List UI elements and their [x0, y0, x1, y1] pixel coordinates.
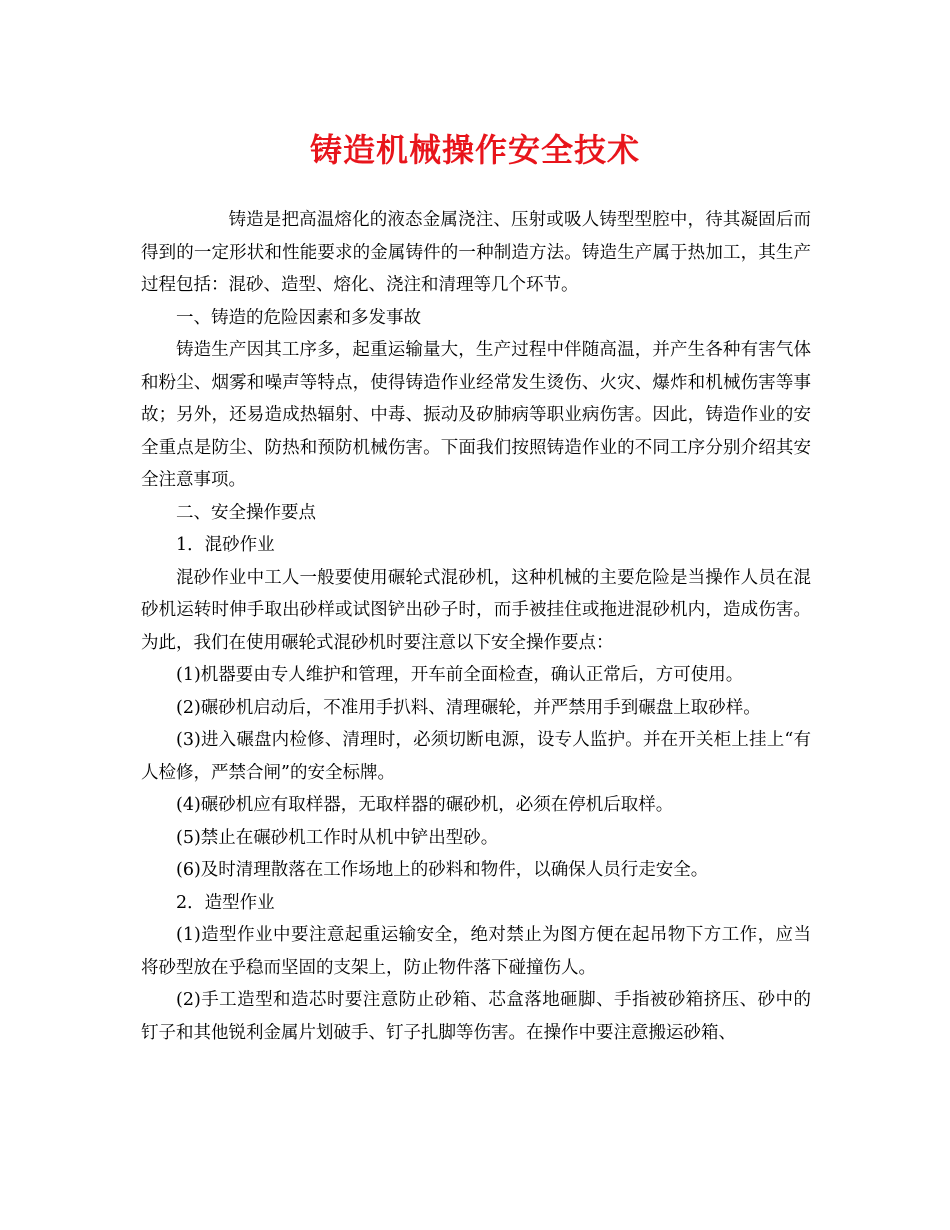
intro-paragraph: 铸造是把高温熔化的液态金属浇注、压射或吸人铸型型腔中，待其凝固后而得到的一定形状和性能要求的金属铸件的一种制造方法。铸造生产属于热加工，其生产过程包括：混砂、造型、熔化、浇注和清理等几个环节。 [141, 210, 811, 295]
hazards-paragraph: 铸造生产因其工序多，起重运输量大，生产过程中伴随高温，并产生各种有害气体和粉尘、烟雾和噪声等特点，使得铸造作业经常发生烫伤、火灾、爆炸和机械伤害等事故；另外，还易造成热辐射、中毒、振动及矽肺病等职业病伤害。因此，铸造作业的安全重点是防尘、防热和预防机械伤害。下面我们按照铸造作业的不同工序分别介绍其安全注意事项。 [141, 340, 811, 490]
document-body [141, 204, 811, 1049]
subsection-heading-sand-mixing: 1．混砂作业 [176, 535, 275, 555]
list-item: (5)禁止在碾砂机工作时从机中铲出型砂。 [176, 827, 499, 848]
sand-mixing-paragraph: 混砂作业中工人一般要使用碾轮式混砂机，这种机械的主要危险是当操作人员在混砂机运转时伸手取出砂样或试图铲出砂子时，而手被挂住或拖进混砂机内，造成伤害。为此，我们在使用碾轮式混砂机时要注意以下安全操作要点： [141, 567, 811, 653]
list-item: (1)造型作业中要注意起重运输安全，绝对禁止为图方便在起吊物下方工作，应当将砂型放在乎稳而坚固的支架上，防止物件落下碰撞伤人。 [141, 925, 811, 978]
section-heading-safety-points: 二、安全操作要点 [176, 502, 316, 523]
document-title: 铸造机械操作安全技术 [309, 131, 640, 169]
list-item: (2)手工造型和造芯时要注意防止砂箱、芯盒落地砸脚、手指被砂箱挤压、砂中的钉子和其他锐利金属片划破手、钉子扎脚等伤害。在操作中要注意搬运砂箱、 [141, 990, 811, 1043]
list-item: (3)进入碾盘内检修、清理时，必须切断电源，设专人监护。并在开关柜上挂上“有人检修，严禁合闸”的安全标牌。 [141, 730, 811, 783]
list-item: (6)及时清理散落在工作场地上的砂料和物件，以确保人员行走安全。 [176, 860, 709, 880]
list-item: (1)机器要由专人维护和管理，开车前全面检查，确认正常后，方可使用。 [176, 665, 744, 685]
subsection-heading-molding: 2．造型作业 [176, 892, 275, 913]
list-item: (2)碾砂机启动后，不准用手扒料、清理碾轮，并严禁用手到碾盘上取砂样。 [176, 697, 761, 718]
section-heading-hazards: 一、铸造的危险因素和多发事故 [176, 307, 421, 328]
list-item: (4)碾砂机应有取样器，无取样器的碾砂机，必须在停机后取样。 [176, 795, 674, 815]
